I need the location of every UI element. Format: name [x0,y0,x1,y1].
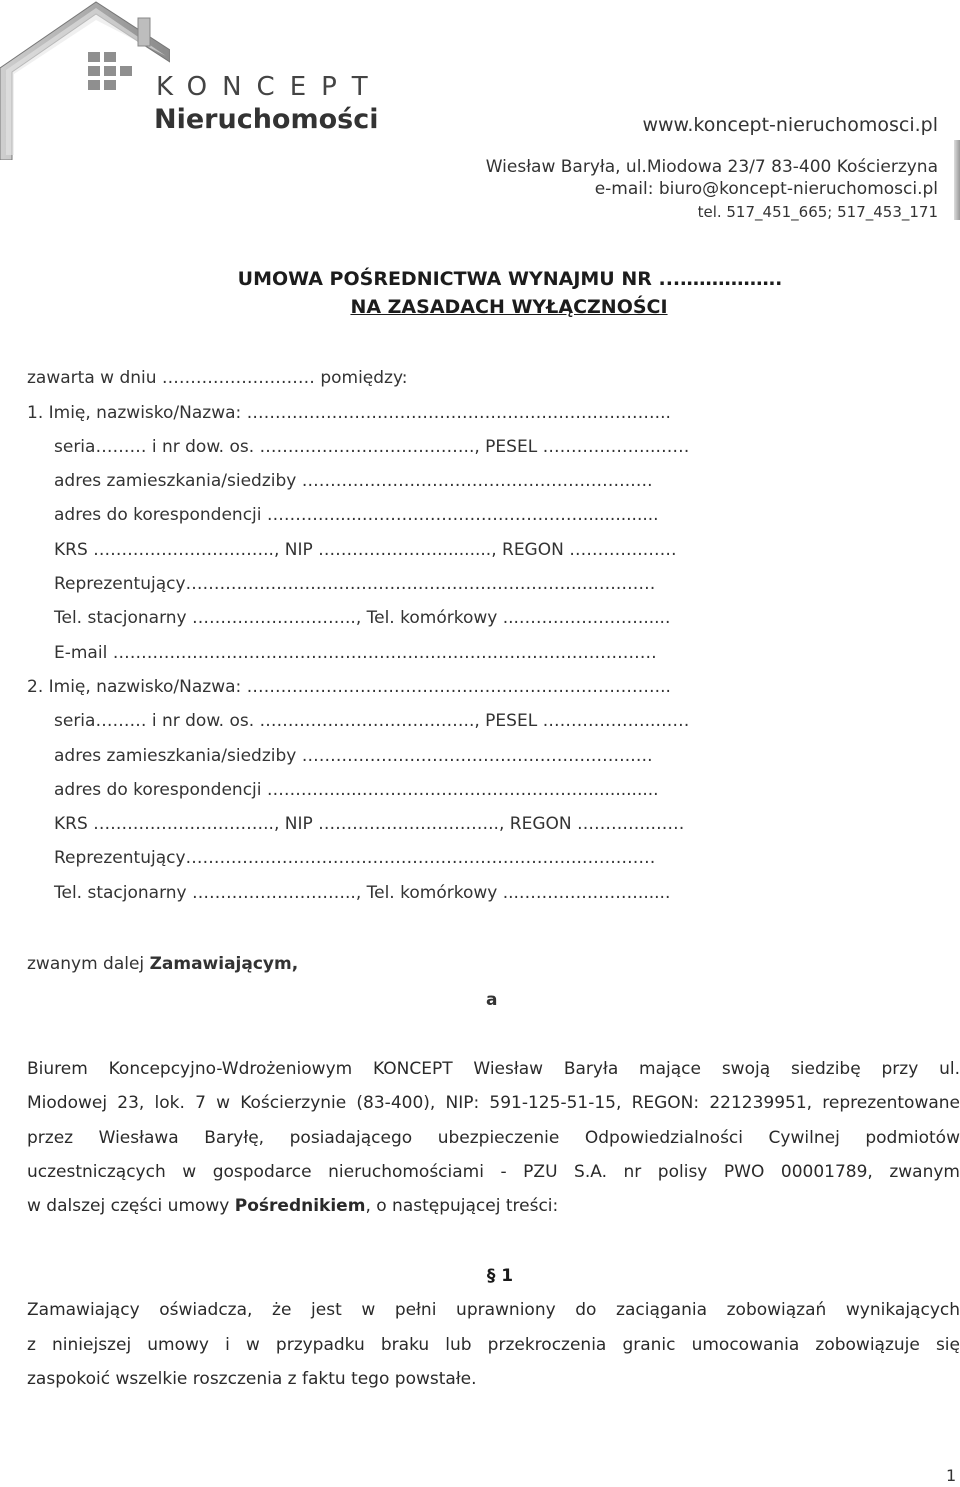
client-designation [27,954,298,974]
section1-line: Zamawiający oświadcza, że jest w pełni uprawniony do zaciągania zobowiązań wynikających [27,1300,960,1320]
page-number: 1 [946,1466,957,1485]
agent-line5-suffix: , o następującej treści: [365,1196,559,1216]
office-email[interactable]: e-mail: biuro@koncept-nieruchomosci.pl [594,179,938,199]
party1-phones-field: Tel. stacjonarny ……………………….., Tel. komórkowy ...…………………...... [54,608,671,628]
office-address: Wiesław Baryła, ul.Miodowa 23/7 83-400 Kościerzyna [485,157,938,177]
party2-registry-field: KRS ………………………….., NIP ………………………….., REGON ………….…… [54,814,685,834]
agent-paragraph-line: Biurem Koncepcyjno-Wdrożeniowym KONCEPT Wiesław Baryła mające swoją siedzibę przy ul. [27,1059,960,1079]
website-link[interactable]: www.koncept-nieruchomosci.pl [642,114,938,136]
party2-phones-field: Tel. stacjonarny ……………………….., Tel. komórkowy ...…………………...... [54,883,671,903]
party2-id-field: seria……… i nr dow. os. ……………………………….., PESEL ………………..…… [54,711,690,731]
client-designation-term: Zamawiającym, [149,954,299,974]
party1-residence-field: adres zamieszkania/siedziby ………………………………………………….…. [54,471,653,491]
document-title: UMOWA POŚREDNICTWA WYNAJMU NR ...……………. [237,268,783,290]
section1-line: zaspokoić wszelkie roszczenia z faktu tego powstałe. [27,1369,477,1389]
conjunction-text: a [486,990,498,1010]
party1-email-field: E-mail …………………………………………………………………………………… [54,643,657,663]
agent-paragraph-line: Miodowej 23, lok. 7 w Kościerzynie (83-400), NIP: 591-125-51-15, REGON: 221239951, reprezentowane [27,1093,960,1113]
party1-correspondence-field: adres do korespondencji ………….....………………………………….............. [54,505,659,525]
party1-id-field: seria……… i nr dow. os. ……………………………….., PESEL ………………..…… [54,437,690,457]
house-logo-icon [0,0,170,160]
agent-paragraph-line: przez Wiesława Baryłę, posiadającego ubezpieczenie Odpowiedzialności Cywilnej podmiotów [27,1128,960,1148]
party1-representative-field: Reprezentujący…………………………………………………………….…….…… [54,574,656,594]
client-designation-prefix: zwanym dalej [27,954,150,974]
party2-residence-field: adres zamieszkania/siedziby ………………………………………………….…. [54,746,653,766]
party1-registry-field: KRS ………………………….., NIP ………………….........., REGON ………….…… [54,540,677,560]
edge-decoration [954,140,960,220]
party2-name-field: 2. Imię, nazwisko/Nazwa: ………………………………………………………………... [27,677,671,697]
party2-correspondence-field: adres do korespondencji ………….....………………………………….............. [54,780,659,800]
agent-paragraph-line: uczestniczących w gospodarce nieruchomościami - PZU S.A. nr polisy PWO 00001789, zwanym [27,1162,960,1182]
office-phone: tel. 517_451_665; 517_453_171 [697,203,938,221]
party1-name-field: 1. Imię, nazwisko/Nazwa: ………………………………………………………………... [27,403,671,423]
agent-line5-prefix: w dalszej części umowy [27,1196,235,1216]
section1-line: z niniejszej umowy i w przypadku braku lub przekroczenia granic umocowania zobowiązuje się [27,1335,960,1355]
section-heading: § 1 [486,1266,514,1286]
contract-date-line: zawarta w dniu ……………………… pomiędzy: [27,368,408,388]
brand-name-bottom: Nieruchomości [154,104,379,135]
brand-name-top: KONCEPT [156,72,383,102]
agent-paragraph-line [27,1196,960,1216]
agent-designation-term: Pośrednikiem [234,1196,366,1216]
document-subtitle: NA ZASADACH WYŁĄCZNOŚCI [350,296,668,318]
party2-representative-field: Reprezentujący…………………………………………………………….…….…… [54,848,656,868]
